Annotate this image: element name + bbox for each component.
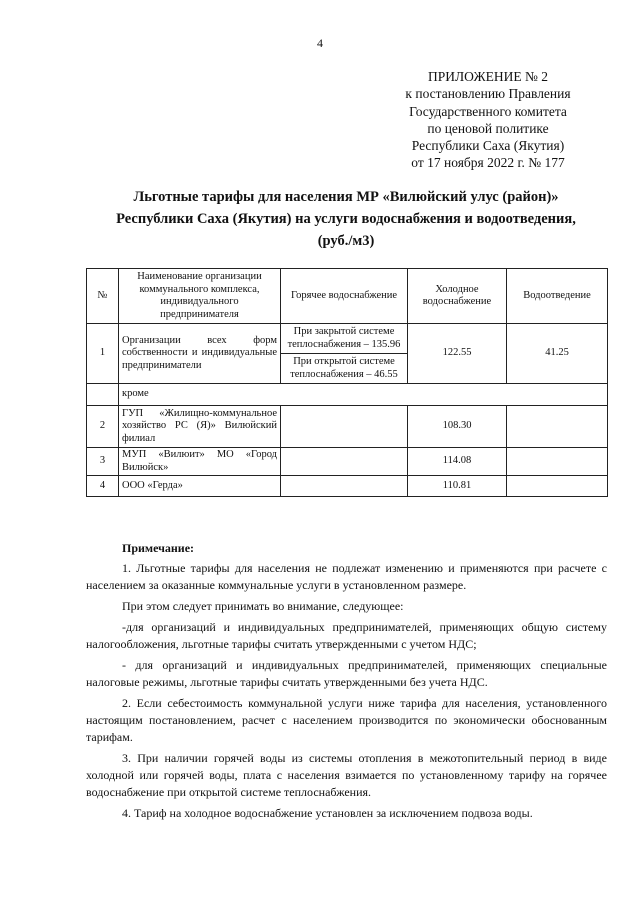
row-num: 3 (87, 448, 119, 476)
title-line: Республики Саха (Якутия) на услуги водоснабжения и водоотведения, (116, 211, 576, 227)
note-paragraph: При этом следует принимать во внимание, следующее: (122, 599, 404, 613)
notes-heading: Примечание: (122, 541, 195, 555)
appendix-date-line: от 17 ноября 2022 г. № 177 (411, 155, 565, 171)
table-header-row (87, 269, 608, 324)
appendix-header (383, 68, 593, 172)
row-num: 4 (87, 476, 119, 497)
row-num: 1 (87, 324, 119, 384)
row-org: ГУП «Жилищно-коммунальное хозяйство РС (Я)» Вилюйский филиал (119, 406, 281, 448)
note-paragraph: - для организаций и индивидуальных предпринимателей, применяющих специальные налоговые режимы, льготные тарифы считать утвержденными без учета НДС. (86, 658, 607, 689)
table-row (87, 324, 608, 384)
table-row (87, 406, 608, 448)
document-title (86, 186, 606, 252)
header-org: Наименование организации коммунального комплекса, индивидуального предпринимателя (119, 269, 281, 324)
header-hot: Горячее водоснабжение (281, 269, 408, 324)
appendix-line: Республики Саха (Якутия) (411, 138, 565, 154)
row-drain: 41.25 (507, 324, 608, 384)
page-number: 4 (317, 36, 323, 50)
appendix-line: Государственного комитета (409, 103, 567, 119)
appendix-title: ПРИЛОЖЕНИЕ № 2 (427, 69, 549, 84)
header-num: № (87, 269, 119, 324)
table-row (87, 448, 608, 476)
note-paragraph: 3. При наличии горячей воды из системы отопления в межотопительный период в виде холодной или горячей воды, плата с населения взимается по установленному тарифу на горячее водоснабжение при открытой системе теплоснабжения. (86, 751, 607, 799)
row-cold: 114.08 (408, 448, 507, 476)
note-paragraph: -для организаций и индивидуальных предпринимателей, применяющих общую систему налогообложения, льготные тарифы считать утвержденными с учетом НДС; (86, 620, 607, 651)
row-cold: 108.30 (408, 406, 507, 448)
table-row (87, 476, 608, 497)
title-line: Льготные тарифы для населения МР «Вилюйский улус (район)» (133, 189, 559, 205)
note-paragraph: 2. Если себестоимость коммунальной услуги ниже тарифа для населения, установленного настоящим постановлением, расчет с населением производится по экономически обоснованным тарифам. (86, 696, 607, 744)
header-cold: Холодное водоснабжение (408, 269, 507, 324)
hot-closed-system: При закрытой системе теплоснабжения – 135.96 (281, 324, 407, 354)
title-unit: (руб./м3) (317, 233, 375, 249)
hot-open-system: При открытой системе теплоснабжения – 46.55 (290, 356, 398, 380)
notes-section (86, 540, 607, 826)
header-drain: Водоотведение (507, 269, 608, 324)
row-org: ООО «Герда» (119, 476, 281, 497)
tariff-table (86, 268, 608, 497)
table-row-except (87, 384, 608, 406)
row-org: Организации всех форм собственности и индивидуальные предприниматели (119, 324, 281, 384)
note-paragraph: 4. Тариф на холодное водоснабжение установлен за исключением подвоза воды. (122, 806, 533, 820)
row-cold: 122.55 (408, 324, 507, 384)
row-org: МУП «Вилюит» МО «Город Вилюйск» (119, 448, 281, 476)
row-num: 2 (87, 406, 119, 448)
except-label: кроме (119, 384, 608, 406)
row-hot (281, 324, 408, 384)
appendix-line: к постановлению Правления (405, 86, 571, 102)
note-paragraph: 1. Льготные тарифы для населения не подлежат изменению и применяются при расчете с населением за оказанные коммунальные услуги в установленном размере. (86, 561, 607, 592)
appendix-line: по ценовой политике (427, 120, 549, 136)
row-cold: 110.81 (408, 476, 507, 497)
